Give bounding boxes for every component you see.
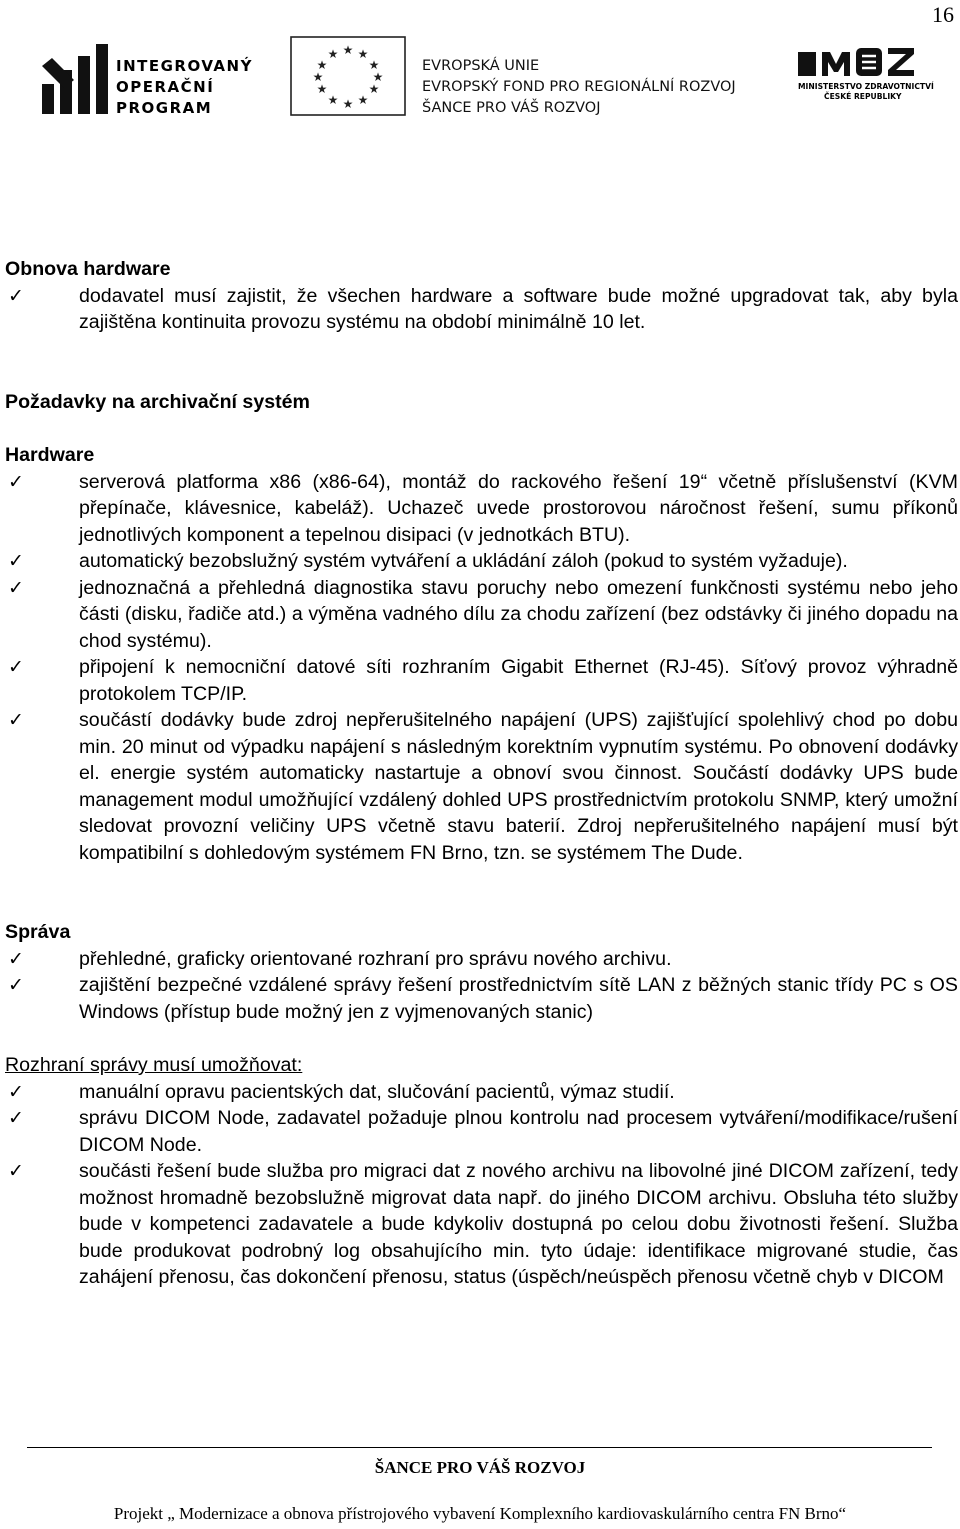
document-body [5,256,958,1291]
svg-text:★: ★ [316,58,328,72]
svg-text:★: ★ [368,82,380,96]
iop-mark-icon [42,44,110,114]
svg-text:★: ★ [368,58,380,72]
ministry-mark-icon [796,46,918,82]
checkmark-icon: ✓ [8,974,24,996]
eu-logo [290,36,760,118]
svg-text:★: ★ [357,47,369,61]
list-item: ✓ manuální opravu pacientských dat, slučování pacientů, výmaz studií. [5,1079,958,1106]
list-item: ✓ serverová platforma x86 (x86-64), montáž do rackového řešení 19“ včetně příslušenství (KVM přepínače, klávesnice, kabeláž). Uchazeč uvede prostorovou náročnost řešení, sumu příkonů jednotlivých komponent a tepelnou disipaci (v jednotkách BTU). [8,470,958,546]
list-item: ✓ součástí dodávky bude zdroj nepřerušitelného napájení (UPS) zajišťující spolehlivý chod po dobu min. 20 minut od výpadku napájení s následným korektním vypnutím systému. Po obnovení dodávky el. energie systém automaticky nastartuje a obnoví svou činnost. Součástí dodávky UPS bude management modul umožňující vzdálený dohled UPS prostřednictvím protokolu SNMP, který umožní sledovat provozní veličiny UPS včetně stavu baterií. Zdroj nepřerušitelného napájení musí být kompatibilní s dohledovým systémem FN Brno, tzn. se systémem The Dude. [8,709,958,864]
checkmark-icon: ✓ [8,947,24,970]
list-item: ✓ správu DICOM Node, zadavatel požaduje plnou kontrolu nad procesem vytváření/modifikace/rušení DICOM Node. [8,1107,958,1156]
eu-text: EVROPSKÁ UNIE EVROPSKÝ FOND PRO REGIONÁLNÍ ROZVOJ ŠANCE PRO VÁŠ ROZVOJ [422,58,736,116]
list-item: ✓ připojení k nemocniční datové síti rozhraním Gigabit Ethernet (RJ-45). Síťový provoz výhradně protokolem TCP/IP. [8,656,958,705]
list-item: ✓ součásti řešení bude služba pro migraci dat z nového archivu na libovolné jiné DICOM zařízení, tedy možnost hromadně bezobslužně migrovat data např. do jiného DICOM archivu. Obsluha této služby bude v kompetenci zadavatele a bude kdykoliv dostupná po celou dobu životnosti řešení. Služba bude produkovat podrobný log obsahujícího min. tyto údaje: identifikace migrované studie, čas zahájení přenosu, čas dokončení přenosu, status (úspěch/neúspěch přenosu včetně chyb v DICOM [8,1160,958,1288]
iop-logo [42,44,257,117]
section-title-archiv: Požadavky na archivační systém [5,390,310,413]
list-item: ✓ dodavatel musí zajistit, že všechen hardware a software bude možné upgradovat tak, aby byla zajištěna kontinuita provozu systému na období minimálně 10 let. [8,284,958,333]
list-item: ✓ zajištění bezpečné vzdálené správy řešení prostřednictvím sítě LAN z běžných stanic třídy PC s OS Windows (přístup bude možný jen z vyjmenovaných stanic) [8,974,958,1023]
footer-divider [27,1447,932,1448]
iop-wordmark: INTEGROVANÝ OPERAČNÍ PROGRAM [116,57,253,117]
svg-text:★: ★ [312,70,324,84]
footer-slogan: ŠANCE PRO VÁŠ ROZVOJ [374,1458,586,1477]
svg-text:★: ★ [357,93,369,107]
list-item: ✓ jednoznačná a přehledná diagnostika stavu poruchy nebo omezení funkčnosti systému nebo jeho části (disku, řadiče atd.) a výměna vadného dílu za chodu zařízení (bez odstávky či jiného dopadu na chod systému). [8,576,958,652]
section-title-sprava: Správa [5,921,71,943]
checkmark-icon: ✓ [8,576,24,599]
checkmark-icon: ✓ [8,709,24,731]
checkmark-icon: ✓ [8,284,24,307]
checkmark-icon: ✓ [8,656,24,678]
svg-text:★: ★ [327,47,339,61]
checkmark-icon: ✓ [8,470,24,493]
svg-text:★: ★ [316,82,328,96]
header-logos [0,30,960,125]
list-item: ✓ přehledné, graficky orientované rozhraní pro správu nového archivu. [5,946,958,973]
section-title-rozhrani: Rozhraní správy musí umožňovat: [5,1054,303,1076]
svg-text:★: ★ [372,70,384,84]
section-title-obnova: Obnova hardware [5,258,171,280]
svg-text:★: ★ [342,43,354,57]
ministry-logo [796,46,934,106]
section-subtitle-hardware: Hardware [5,444,95,466]
footer-project: Projekt „ Modernizace a obnova přístrojového vybavení Komplexního kardiovaskulárního centra FN Brno“ [113,1504,847,1523]
eu-flag-icon [290,36,406,116]
svg-text:★: ★ [327,93,339,107]
list-item: ✓ automatický bezobslužný systém vytváření a ukládání záloh (pokud to systém vyžaduje). [5,548,958,575]
checkmark-icon: ✓ [8,550,24,572]
page-number: 16 [932,2,954,27]
checkmark-icon: ✓ [8,1107,24,1129]
checkmark-icon: ✓ [8,1080,24,1103]
svg-text:★: ★ [342,97,354,111]
ministry-text: MINISTERSTVO ZDRAVOTNICTVÍ ČESKÉ REPUBLIKY [798,82,934,101]
checkmark-icon: ✓ [8,1160,24,1182]
